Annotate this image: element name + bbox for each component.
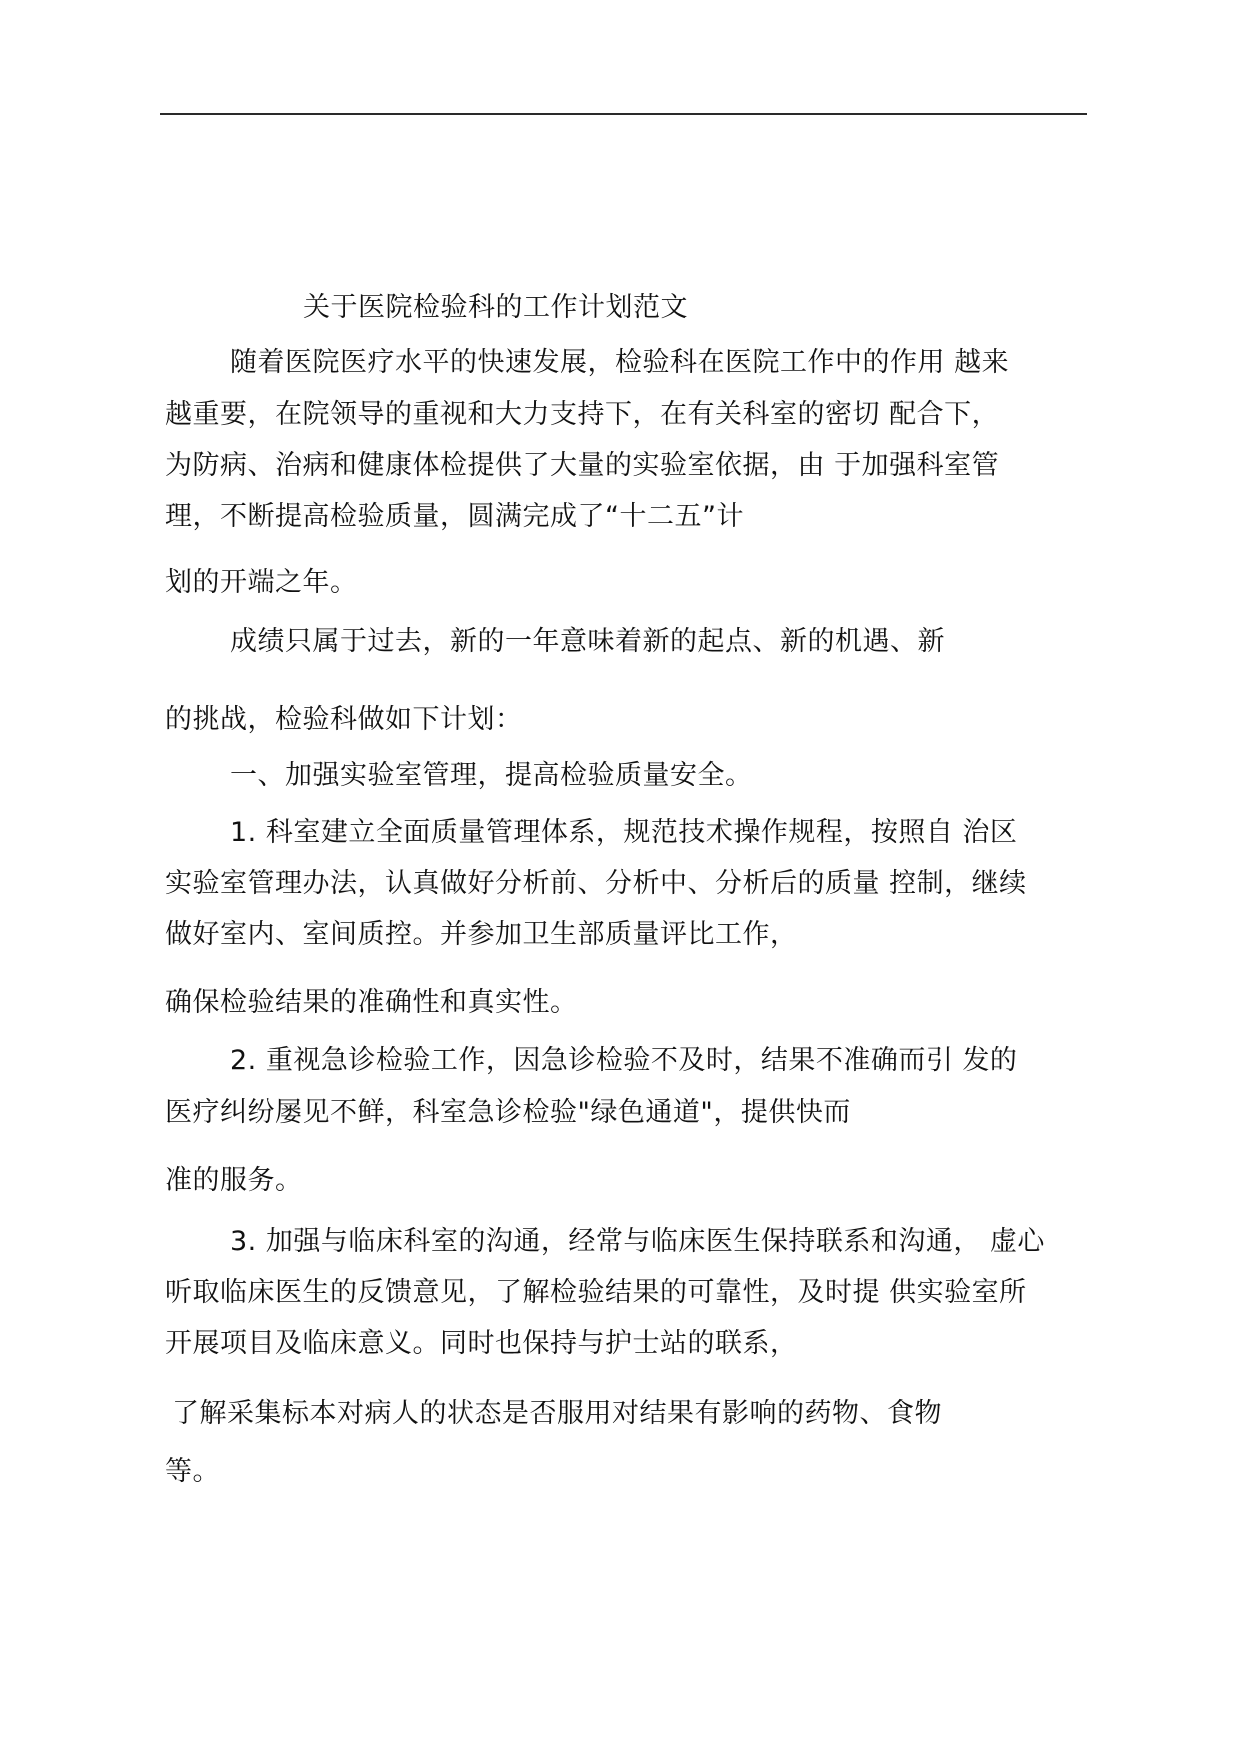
header-rule — [160, 113, 1087, 115]
section-heading: 一、加强实验室管理，提高检验质量安全。 — [230, 760, 753, 791]
paragraph-line: 越重要，在院领导的重视和大力支持下，在有关科室的密切 配合下， — [165, 399, 1000, 430]
paragraph-line: 实验室管理办法，认真做好分析前、分析中、分析后的质量 控制，继续 — [165, 868, 1027, 899]
paragraph-line: 理，不断提高检验质量，圆满完成了“十二五”计 — [165, 501, 744, 532]
paragraph-line: 准的服务。 — [165, 1165, 303, 1196]
paragraph-line: 2. 重视急诊检验工作，因急诊检验不及时，结果不准确而引 发的 — [230, 1045, 1018, 1076]
paragraph-line: 听取临床医生的反馈意见，了解检验结果的可靠性，及时提 供实验室所 — [165, 1277, 1027, 1308]
document-title: 关于医院检验科的工作计划范文 — [303, 292, 688, 323]
paragraph-line: 确保检验结果的准确性和真实性。 — [165, 987, 578, 1018]
paragraph-line: 的挑战，检验科做如下计划： — [165, 704, 523, 735]
paragraph-line: 划的开端之年。 — [165, 567, 358, 598]
paragraph-line: 等。 — [165, 1456, 220, 1487]
paragraph-line: 随着医院医疗水平的快速发展，检验科在医院工作中的作用 越来 — [230, 347, 1010, 378]
paragraph-line: 做好室内、室间质控。并参加卫生部质量评比工作， — [165, 919, 798, 950]
paragraph-line: 1. 科室建立全面质量管理体系，规范技术操作规程，按照自 治区 — [230, 817, 1018, 848]
paragraph-line: 成绩只属于过去，新的一年意味着新的起点、新的机遇、新 — [230, 626, 945, 657]
paragraph-line: 医疗纠纷屡见不鲜，科室急诊检验"绿色通道"，提供快而 — [165, 1097, 851, 1128]
paragraph-line: 了解采集标本对病人的状态是否服用对结果有影响的药物、食物 — [172, 1398, 942, 1429]
paragraph-line: 为防病、治病和健康体检提供了大量的实验室依据，由 于加强科室管 — [165, 450, 1000, 481]
paragraph-line: 3. 加强与临床科室的沟通，经常与临床医生保持联系和沟通， 虚心 — [230, 1226, 1045, 1257]
paragraph-line: 开展项目及临床意义。同时也保持与护士站的联系， — [165, 1328, 798, 1359]
